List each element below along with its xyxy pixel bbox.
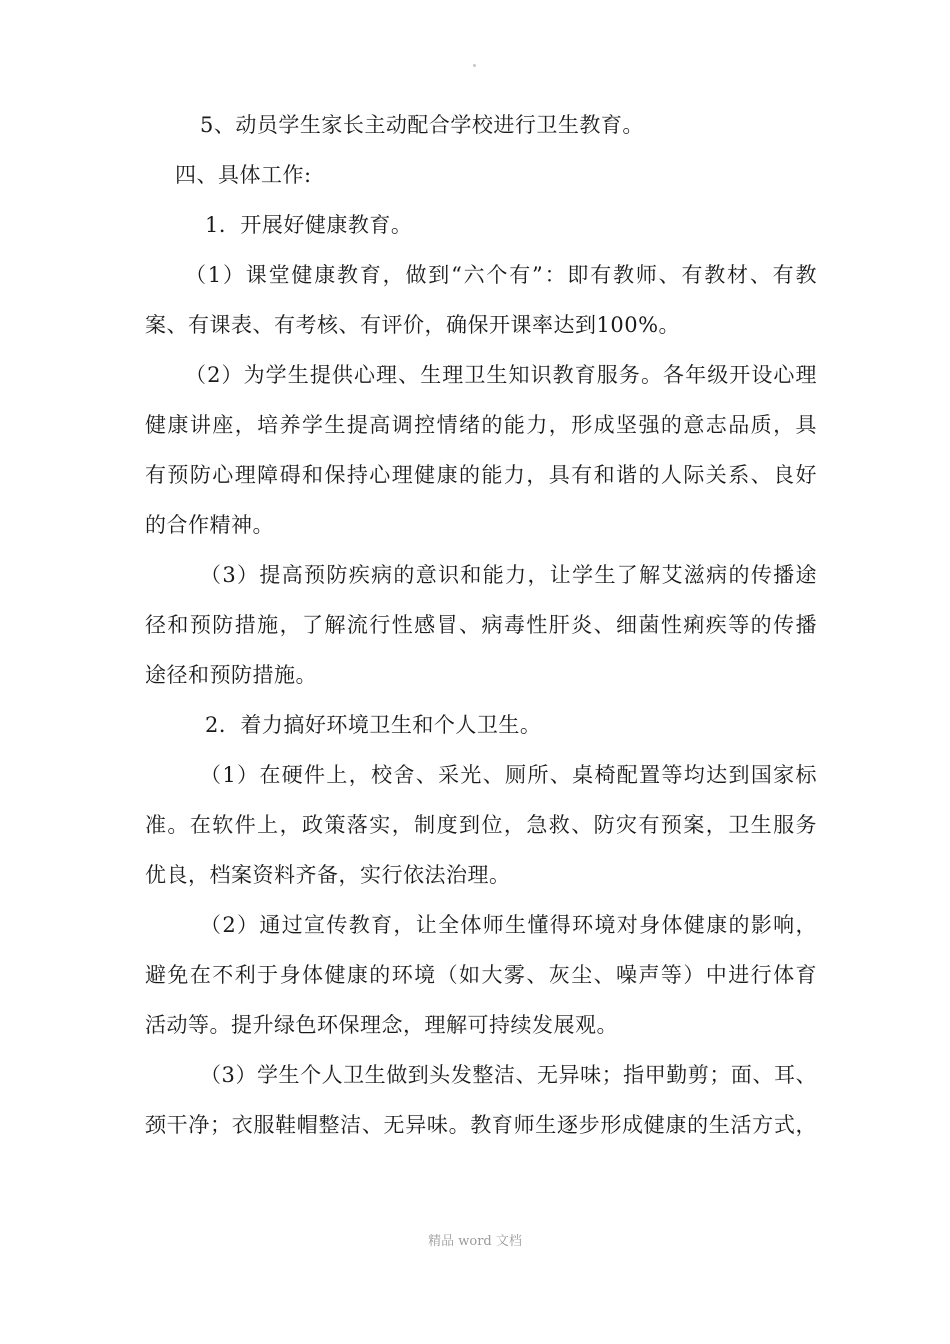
text-line: （2）为学生提供心理、生理卫生知识教育服务。各年级开设心理 <box>185 363 817 387</box>
text-line: 健康讲座，培养学生提高调控情绪的能力，形成坚强的意志品质，具 <box>145 413 817 437</box>
text-line: 的合作精神。 <box>145 513 274 537</box>
document-body <box>145 100 817 1150</box>
text-line: 活动等。提升绿色环保理念，理解可持续发展观。 <box>145 1013 618 1037</box>
text-line: 颈干净；衣服鞋帽整洁、无异味。教育师生逐步形成健康的生活方式， <box>145 1113 817 1137</box>
subsection-heading: 1．开展好健康教育。 <box>205 213 413 237</box>
text-line: （1）在硬件上，校舍、采光、厕所、桌椅配置等均达到国家标 <box>200 763 817 787</box>
text-line: （1）课堂健康教育，做到“六个有”：即有教师、有教材、有教 <box>185 263 817 287</box>
text-line: 准。在软件上，政策落实，制度到位，急救、防灾有预案，卫生服务 <box>145 813 817 837</box>
text-line: 径和预防措施，了解流行性感冒、病毒性肝炎、细菌性痢疾等的传播 <box>145 613 817 637</box>
text-line: 5、动员学生家长主动配合学校进行卫生教育。 <box>200 113 644 137</box>
page-footer: 精品 word 文档 <box>428 1234 522 1249</box>
text-line: 案、有课表、有考核、有评价，确保开课率达到100%。 <box>145 313 681 337</box>
top-dot-mark <box>473 64 476 67</box>
section-heading: 四、具体工作: <box>175 163 312 187</box>
text-line: 途径和预防措施。 <box>145 663 317 687</box>
subsection-heading: 2．着力搞好环境卫生和个人卫生。 <box>205 713 542 737</box>
text-line: 避免在不利于身体健康的环境（如大雾、灰尘、噪声等）中进行体育 <box>145 963 817 987</box>
text-line: 优良，档案资料齐备，实行依法治理。 <box>145 863 511 887</box>
text-line: 有预防心理障碍和保持心理健康的能力，具有和谐的人际关系、良好 <box>145 463 817 487</box>
text-line: （2）通过宣传教育，让全体师生懂得环境对身体健康的影响， <box>200 913 817 937</box>
text-line: （3）学生个人卫生做到头发整洁、无异味；指甲勤剪；面、耳、 <box>200 1063 817 1087</box>
text-line: （3）提高预防疾病的意识和能力，让学生了解艾滋病的传播途 <box>200 563 817 587</box>
